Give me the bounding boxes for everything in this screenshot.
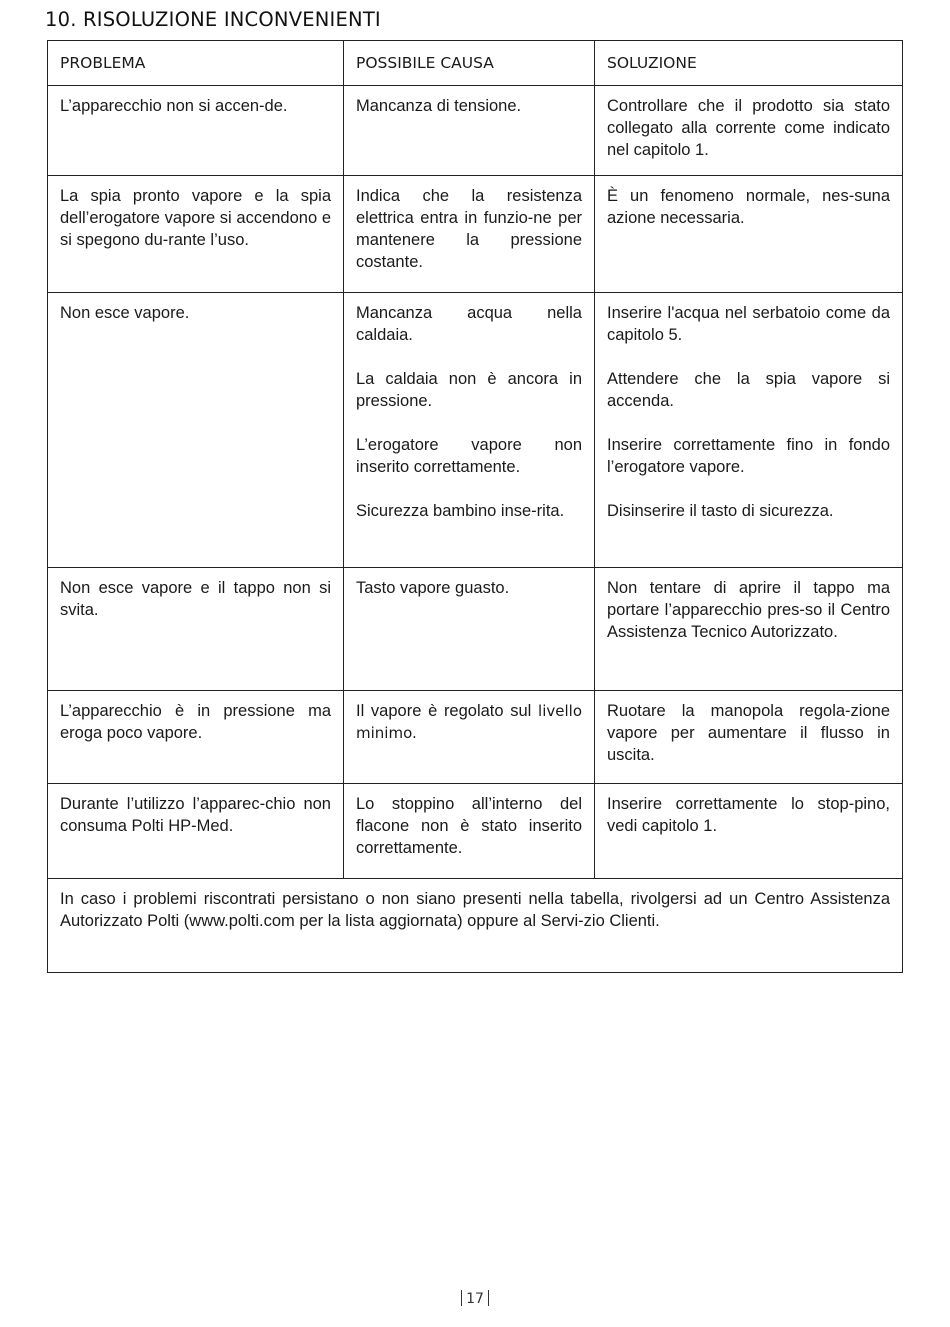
- table-row: [48, 86, 903, 176]
- solution-cell: Controllare che il prodotto sia stato collegato alla corrente come indicato nel capitolo 1.: [595, 86, 903, 176]
- cause-cell: [344, 293, 595, 568]
- solution-cell: È un fenomeno normale, nes-suna azione necessaria.: [595, 176, 903, 293]
- header-problem: PROBLEMA: [48, 41, 344, 86]
- table-row: [48, 784, 903, 879]
- cause-text: Il vapore è regolato sul: [356, 702, 532, 720]
- cause-cell: Indica che la resistenza elettrica entra in funzio-ne per mantenere la pressione costante.: [344, 176, 595, 293]
- table-row: [48, 293, 903, 568]
- table-row: [48, 568, 903, 691]
- problem-cell: Non esce vapore e il tappo non si svita.: [48, 568, 344, 691]
- cause-cell: Mancanza di tensione.: [344, 86, 595, 176]
- footnote-cell: In caso i problemi riscontrati persistano o non siano presenti nella tabella, rivolgersi ad un Centro Assistenza Autorizzato Polti (www.polti.com per la lista aggiornata) oppure al Servi-zio Clienti.: [48, 879, 903, 973]
- solution-item: Attendere che la spia vapore si accenda.: [607, 370, 890, 410]
- page-number-bar-left: [461, 1290, 463, 1306]
- solution-item: Inserire correttamente fino in fondo l’erogatore vapore.: [607, 436, 890, 476]
- table-row: [48, 176, 903, 293]
- solution-cell: [595, 293, 903, 568]
- cause-item: L’erogatore vapore non inserito correttamente.: [356, 436, 582, 476]
- problem-cell: L’apparecchio non si accen-de.: [48, 86, 344, 176]
- solution-cell: Non tentare di aprire il tappo ma portare l’apparecchio pres-so il Centro Assistenza Tecnico Autorizzato.: [595, 568, 903, 691]
- emphasized-term: livello minimo.: [356, 702, 582, 742]
- solution-item: Disinserire il tasto di sicurezza.: [607, 502, 834, 520]
- solution-cell: Inserire correttamente lo stop-pino, vedi capitolo 1.: [595, 784, 903, 879]
- solution-item: Inserire l'acqua nel serbatoio come da capitolo 5.: [607, 304, 890, 344]
- page-number: [0, 1290, 950, 1307]
- problem-cell: Durante l’utilizzo l’apparec-chio non consuma Polti HP-Med.: [48, 784, 344, 879]
- cause-cell: [344, 691, 595, 784]
- section-title: 10. RISOLUZIONE INCONVENIENTI: [45, 8, 381, 31]
- header-solution: SOLUZIONE: [595, 41, 903, 86]
- cause-item: Mancanza acqua nella caldaia.: [356, 304, 582, 344]
- page-number-value: 17: [466, 1291, 484, 1307]
- cause-cell: Lo stoppino all’interno del flacone non è stato inserito correttamente.: [344, 784, 595, 879]
- troubleshooting-table: [47, 40, 903, 973]
- table-header-row: [48, 41, 903, 86]
- table-row: [48, 691, 903, 784]
- problem-cell: La spia pronto vapore e la spia dell’erogatore vapore si accendono e si spegono du-rante l’uso.: [48, 176, 344, 293]
- problem-cell: L’apparecchio è in pressione ma eroga poco vapore.: [48, 691, 344, 784]
- cause-item: La caldaia non è ancora in pressione.: [356, 370, 582, 410]
- page-number-bar-right: [488, 1290, 490, 1306]
- table-footnote-row: [48, 879, 903, 973]
- header-cause: POSSIBILE CAUSA: [344, 41, 595, 86]
- solution-cell: Ruotare la manopola regola-zione vapore per aumentare il flusso in uscita.: [595, 691, 903, 784]
- cause-cell: Tasto vapore guasto.: [344, 568, 595, 691]
- problem-cell: Non esce vapore.: [48, 293, 344, 568]
- cause-item: Sicurezza bambino inse-rita.: [356, 502, 565, 520]
